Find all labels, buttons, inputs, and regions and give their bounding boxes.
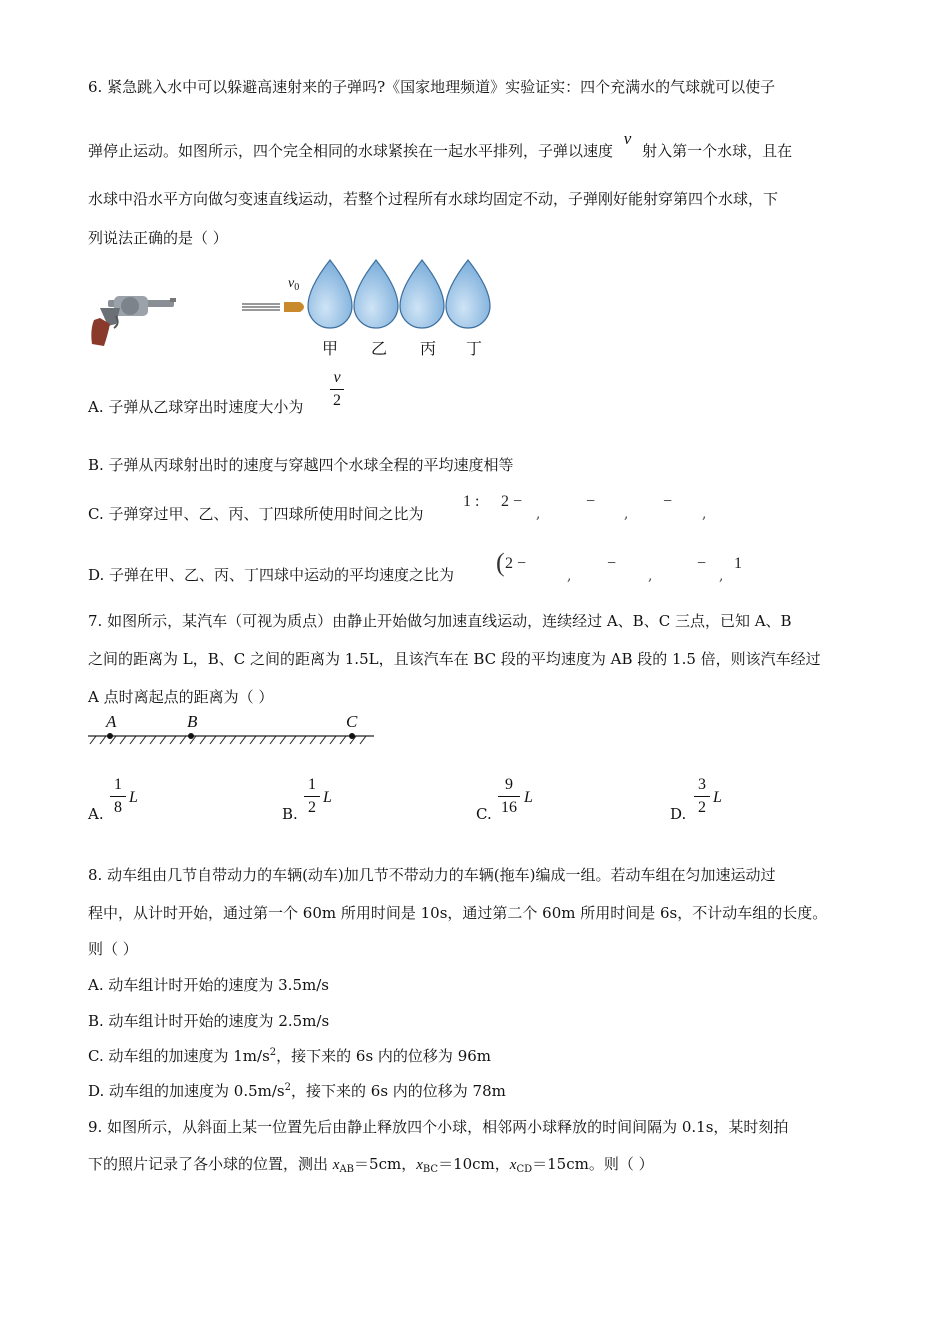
- q6-option-d-math-2: −: [607, 555, 617, 572]
- q9-sub-bc: BC: [422, 1164, 439, 1175]
- q7-option-c-var: L: [524, 789, 533, 806]
- q7-option-a[interactable]: A.: [88, 805, 104, 823]
- q6-option-d-comma: ,: [719, 568, 724, 584]
- q6-stem-line1: 6. 紧急跳入水中可以躲避高速射来的子弹吗?《国家地理频道》实验证实：四个充满水的气球就可以使子: [88, 78, 776, 96]
- q8-option-d[interactable]: [88, 1080, 506, 1101]
- point-b-label: B: [187, 712, 198, 731]
- q6-stem-line4: 列说法正确的是（ ）: [88, 229, 228, 247]
- q7-stem-line1: 7. 如图所示，某汽车（可视为质点）由静止开始做匀加速直线运动，连续经过 A、B、C 三点，已知 A、B: [88, 612, 792, 630]
- q6-option-c-math-3: −: [586, 493, 596, 510]
- q9-stem-line2: [88, 1153, 654, 1175]
- q7-option-a-fraction: 1 8: [110, 776, 126, 817]
- q8-stem-line1: 8. 动车组由几节自带动力的车辆(动车)加几节不带动力的车辆(拖车)编成一组。若动车组在匀加速运动过: [88, 866, 776, 884]
- q7-option-d-fraction: 3 2: [694, 776, 710, 817]
- q9-sub-cd: CD: [516, 1164, 533, 1175]
- q7-option-a-var: L: [129, 789, 138, 806]
- q6-stem-line2: [88, 129, 793, 161]
- q6-option-d-paren: (: [496, 548, 505, 577]
- point-c-label: C: [346, 712, 358, 731]
- ball-label-bing: 丙: [420, 339, 437, 358]
- q6-option-c-comma: ,: [702, 506, 707, 522]
- q6-option-a[interactable]: A. 子弹从乙球穿出时速度大小为: [88, 398, 304, 416]
- q9-stem-line2a: 下的照片记录了各小球的位置，测出: [88, 1155, 333, 1173]
- q6-option-c-math-2: 2 −: [501, 493, 523, 510]
- q6-option-d[interactable]: D. 子弹在甲、乙、丙、丁四球中运动的平均速度之比为: [88, 566, 455, 584]
- ball-label-jia: 甲: [322, 339, 339, 358]
- q6-option-c-math-4: −: [663, 493, 673, 510]
- q7-stem-line3: A 点时离起点的距离为（ ）: [88, 688, 274, 706]
- q6-option-a-fraction: v 2: [330, 369, 344, 410]
- q8-option-b[interactable]: B. 动车组计时开始的速度为 2.5m/s: [88, 1012, 330, 1030]
- q6-stem-line2b: 射入第一个水球，且在: [642, 142, 793, 160]
- q9-x-bc: x: [416, 1157, 423, 1173]
- water-balls-figure: [306, 258, 494, 330]
- ball-label-ding: 丁: [466, 339, 483, 358]
- q8-option-d-part1: D. 动车组的加速度为 0.5m/s: [88, 1082, 285, 1100]
- road-figure: [86, 712, 376, 748]
- q8-option-d-sup: 2: [284, 1082, 292, 1093]
- q6-option-d-math-4: 1: [734, 555, 742, 572]
- q7-option-d-var: L: [713, 789, 722, 806]
- q9-stem-line1: 9. 如图所示，从斜面上某一位置先后由静止释放四个小球，相邻两小球释放的时间间隔为 0.1s，某时刻拍: [88, 1118, 789, 1136]
- q8-option-d-part2: ，接下来的 6s 内的位移为 78m: [291, 1082, 506, 1100]
- q9-val-ab: ＝5cm，: [354, 1155, 417, 1173]
- q8-option-a[interactable]: A. 动车组计时开始的速度为 3.5m/s: [88, 976, 329, 994]
- q8-stem-line3: 则（ ）: [88, 940, 138, 958]
- q7-stem-line2: 之间的距离为 L，B、C 之间的距离为 1.5L，且该汽车在 BC 段的平均速度为 AB 段的 1.5 倍，则该汽车经过: [88, 650, 821, 668]
- q8-option-c-sup: 2: [269, 1047, 277, 1058]
- q6-option-d-comma: ,: [567, 568, 572, 584]
- q9-sub-ab: AB: [339, 1164, 355, 1175]
- q7-option-c-fraction: 9 16: [498, 776, 520, 817]
- q7-option-b-fraction: 1 2: [304, 776, 320, 817]
- q6-option-d-comma: ,: [648, 568, 653, 584]
- q7-option-b[interactable]: B.: [282, 805, 298, 823]
- q8-option-c-part1: C. 动车组的加速度为 1m/s: [88, 1047, 270, 1065]
- v0-label: $v_0$: [288, 276, 300, 293]
- q6-option-c-math-1: 1 :: [463, 493, 480, 510]
- q6-option-c-comma: ,: [536, 506, 541, 522]
- q6-option-c-comma: ,: [624, 506, 629, 522]
- q8-stem-line2: 程中，从计时开始，通过第一个 60m 所用时间是 10s，通过第二个 60m 所用时间是 6s，不计动车组的长度。: [88, 904, 828, 922]
- q8-option-c-part2: ，接下来的 6s 内的位移为 96m: [276, 1047, 492, 1065]
- q7-option-c[interactable]: C.: [476, 805, 492, 823]
- revolver-icon: [86, 290, 181, 352]
- q7-option-b-var: L: [323, 789, 332, 806]
- q6-stem-line2a: 弹停止运动。如图所示，四个完全相同的水球紧挨在一起水平排列，子弹以速度: [88, 142, 614, 160]
- q6-option-d-math-1: 2 −: [505, 555, 527, 572]
- q9-val-bc: ＝10cm，: [438, 1155, 510, 1173]
- q7-option-d[interactable]: D.: [670, 805, 687, 823]
- q6-option-d-math-3: −: [697, 555, 707, 572]
- bullet-figure: [240, 300, 310, 314]
- point-a-label: A: [106, 712, 117, 731]
- q9-x-cd: x: [509, 1157, 517, 1173]
- q9-x-ab: x: [332, 1157, 340, 1173]
- q6-stem-line3: 水球中沿水平方向做匀变速直线运动，若整个过程所有水球均固定不动，子弹刚好能射穿第四个水球，下: [88, 190, 779, 208]
- q9-val-cd: ＝15cm。则（ ）: [532, 1155, 654, 1173]
- q6-option-b[interactable]: B. 子弹从丙球射出时的速度与穿越四个水球全程的平均速度相等: [88, 456, 514, 474]
- ball-label-yi: 乙: [371, 339, 388, 358]
- q6-option-c[interactable]: C. 子弹穿过甲、乙、丙、丁四球所使用时间之比为: [88, 505, 424, 523]
- q6-velocity-symbol: v: [623, 129, 632, 148]
- q8-option-c[interactable]: [88, 1045, 491, 1066]
